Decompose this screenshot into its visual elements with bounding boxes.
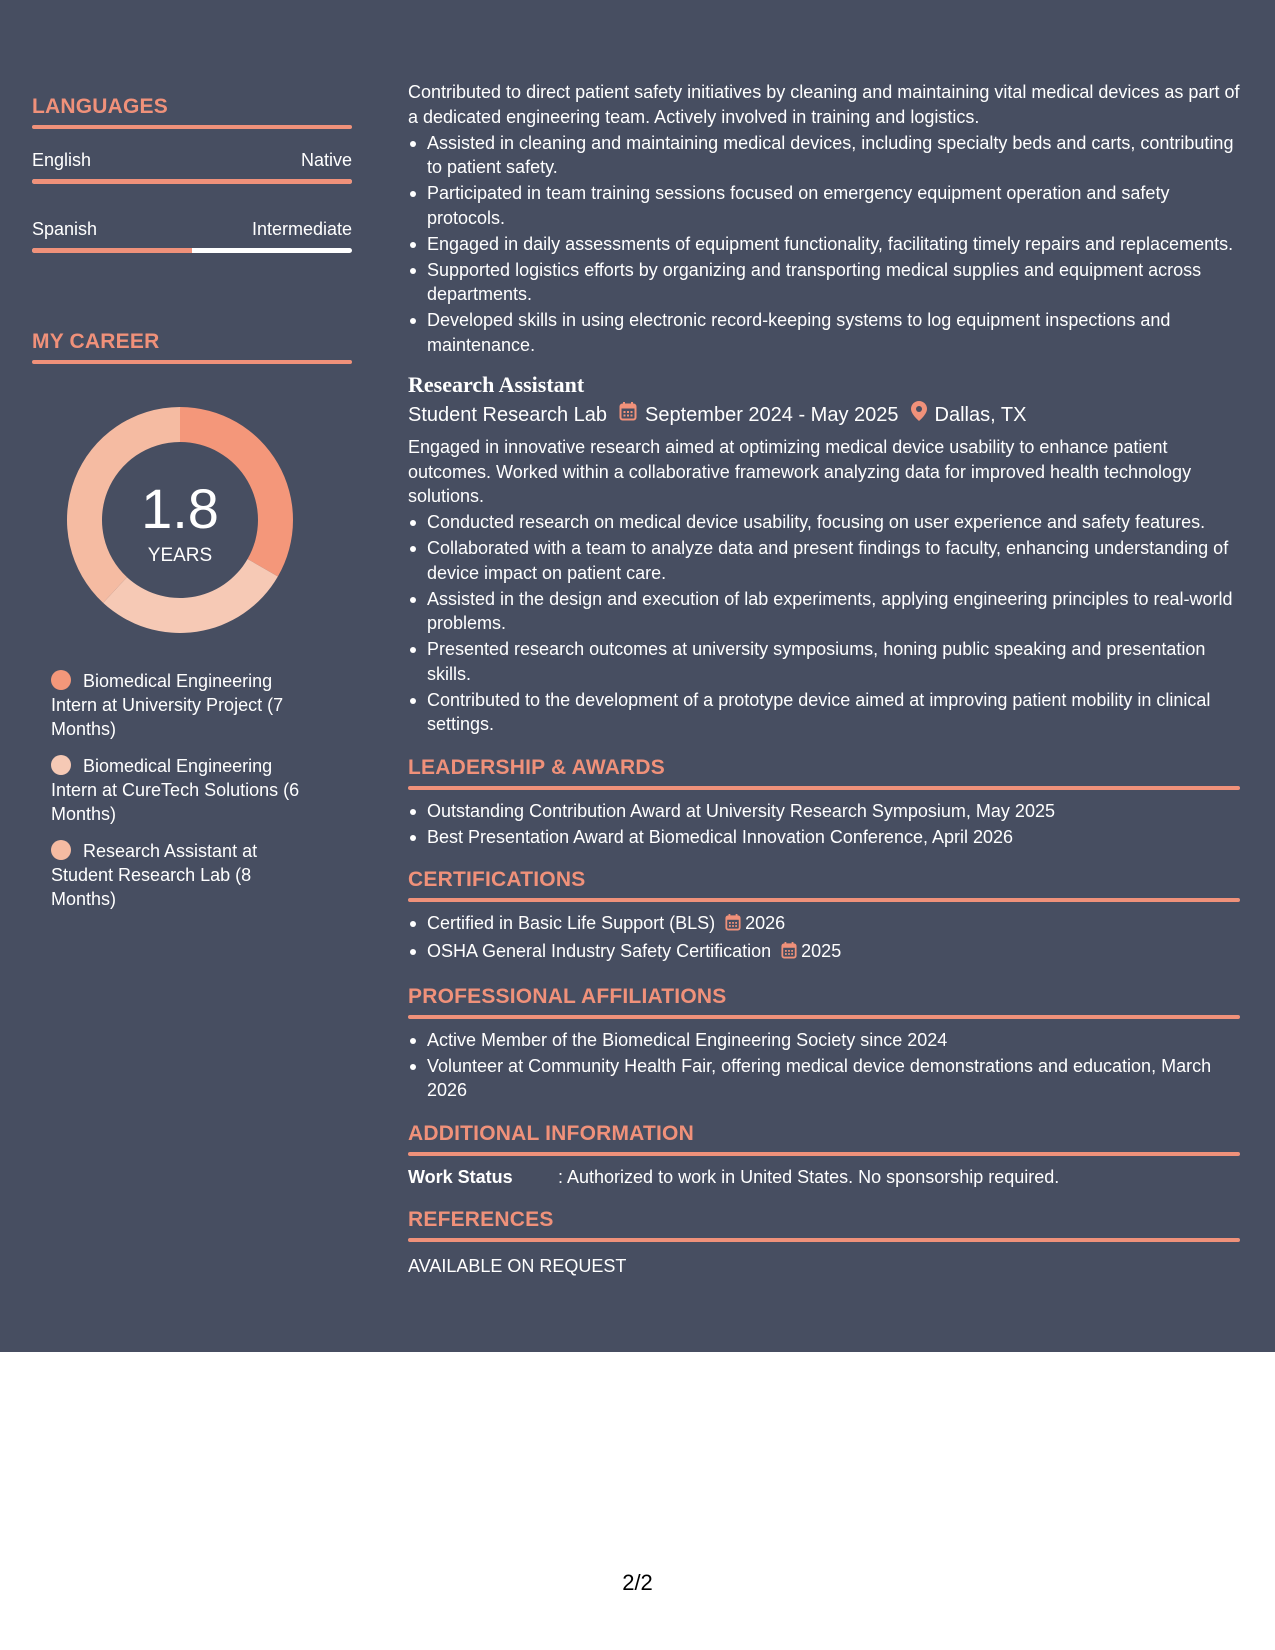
location-pin-icon	[911, 401, 927, 429]
certifications-title: CERTIFICATIONS	[408, 868, 586, 891]
job-bullets	[408, 131, 1240, 358]
career-legend-label: Biomedical Engineering Intern at University Project (7 Months)	[51, 671, 284, 739]
references-section	[408, 1207, 1240, 1279]
affiliations-section	[408, 984, 1240, 1103]
leadership-item: Outstanding Contribution Award at University Research Symposium, May 2025	[408, 799, 1240, 824]
career-legend	[51, 669, 321, 911]
career-legend-label: Research Assistant at Student Research Lab (8 Months)	[51, 841, 258, 909]
certification-year: 2025	[801, 941, 842, 961]
affiliation-item: Volunteer at Community Health Fair, offering medical device demonstrations and education, March 2026	[408, 1054, 1240, 1103]
job-title: Research Assistant	[408, 372, 585, 397]
donut-slice	[103, 559, 278, 633]
job-meta	[408, 401, 1240, 429]
job-bullet: Assisted in cleaning and maintaining medical devices, including specialty beds and carts, contributing to patient safety.	[408, 131, 1240, 180]
section-divider	[408, 1152, 1240, 1156]
language-level: Native	[300, 150, 352, 170]
job-employer: Student Research Lab	[408, 404, 608, 426]
career-section	[32, 329, 352, 911]
language-name: English	[32, 150, 92, 170]
legend-dot-icon	[51, 670, 71, 690]
job-bullet: Conducted research on medical device usability, focusing on user experience and safety features.	[408, 510, 1240, 535]
leadership-title: LEADERSHIP & AWARDS	[408, 755, 665, 779]
languages-section	[32, 94, 352, 253]
certification-item	[408, 939, 1240, 966]
calendar-icon	[781, 941, 797, 966]
career-title: MY CAREER	[32, 330, 160, 353]
additional-info-title: ADDITIONAL INFORMATION	[408, 1121, 694, 1145]
section-divider	[32, 360, 352, 364]
career-total-unit: YEARS	[147, 545, 213, 566]
affiliations-list	[408, 1028, 1240, 1103]
legend-dot-icon	[51, 755, 71, 775]
work-status-value: : Authorized to work in United States. No sponsorship required.	[558, 1166, 1060, 1187]
section-divider	[408, 786, 1240, 790]
job-bullets	[408, 510, 1240, 737]
proficiency-fill	[32, 179, 352, 184]
language-item	[32, 149, 352, 184]
language-name: Spanish	[32, 219, 98, 239]
page-number: 2/2	[622, 1570, 653, 1595]
languages-title: LANGUAGES	[32, 95, 168, 118]
language-proficiency-bar	[32, 179, 352, 184]
language-proficiency-bar	[32, 248, 352, 253]
right-column	[408, 80, 1240, 1278]
work-status-row	[408, 1165, 1240, 1189]
calendar-icon	[725, 913, 741, 938]
work-status-label: Work Status	[408, 1166, 513, 1187]
job-bullet: Collaborated with a team to analyze data and present findings to faculty, enhancing understanding of device impact on patient care.	[408, 536, 1240, 585]
experience-research-assistant	[408, 371, 1240, 737]
certification-name: Certified in Basic Life Support (BLS)	[427, 913, 716, 933]
references-title: REFERENCES	[408, 1207, 554, 1231]
career-legend-item	[51, 754, 321, 826]
language-level: Intermediate	[251, 219, 352, 239]
affiliation-item: Active Member of the Biomedical Engineering Society since 2024	[408, 1028, 1240, 1053]
job-dates: September 2024 - May 2025	[645, 404, 899, 426]
job-bullet: Contributed to the development of a prototype device aimed at improving patient mobility in clinical settings.	[408, 688, 1240, 737]
job-summary: Engaged in innovative research aimed at optimizing medical device usability to enhance patient outcomes. Worked within a collaborative framework analyzing data for improved health technology solutions.	[408, 437, 1192, 506]
left-column	[32, 94, 352, 924]
calendar-icon	[619, 401, 637, 429]
legend-dot-icon	[51, 840, 71, 860]
leadership-list	[408, 799, 1240, 850]
job-bullet: Engaged in daily assessments of equipment functionality, facilitating timely repairs and replacements.	[408, 232, 1240, 257]
certification-item	[408, 911, 1240, 938]
career-legend-item	[51, 669, 321, 741]
job-summary: Contributed to direct patient safety initiatives by cleaning and maintaining vital medical devices as part of a dedicated engineering team. Actively involved in training and logistics.	[408, 82, 1240, 127]
section-divider	[408, 1238, 1240, 1242]
job-bullet: Presented research outcomes at university symposiums, honing public speaking and presentation skills.	[408, 637, 1240, 686]
certification-year: 2026	[745, 913, 786, 933]
language-item	[32, 218, 352, 253]
leadership-item: Best Presentation Award at Biomedical Innovation Conference, April 2026	[408, 825, 1240, 850]
section-divider	[408, 898, 1240, 902]
job-bullet: Supported logistics efforts by organizing and transporting medical supplies and equipment across departments.	[408, 258, 1240, 307]
certifications-section	[408, 867, 1240, 966]
career-legend-label: Biomedical Engineering Intern at CureTech Solutions (6 Months)	[51, 756, 300, 824]
experience-previous	[408, 80, 1240, 357]
section-divider	[408, 1015, 1240, 1019]
career-legend-item	[51, 839, 321, 911]
certifications-list	[408, 911, 1240, 966]
additional-info-section	[408, 1121, 1240, 1189]
career-donut-chart	[67, 407, 293, 633]
proficiency-fill	[32, 248, 192, 253]
section-divider	[32, 125, 352, 129]
leadership-section	[408, 755, 1240, 850]
career-total-years: 1.8	[141, 477, 219, 540]
job-bullet: Participated in team training sessions focused on emergency equipment operation and safety protocols.	[408, 181, 1240, 230]
affiliations-title: PROFESSIONAL AFFILIATIONS	[408, 984, 727, 1008]
job-bullet: Developed skills in using electronic record-keeping systems to log equipment inspections and maintenance.	[408, 308, 1240, 357]
job-location: Dallas, TX	[934, 404, 1027, 426]
certification-name: OSHA General Industry Safety Certification	[427, 941, 772, 961]
job-bullet: Assisted in the design and execution of lab experiments, applying engineering principles to real-world problems.	[408, 587, 1240, 636]
references-text: AVAILABLE ON REQUEST	[408, 1255, 627, 1276]
